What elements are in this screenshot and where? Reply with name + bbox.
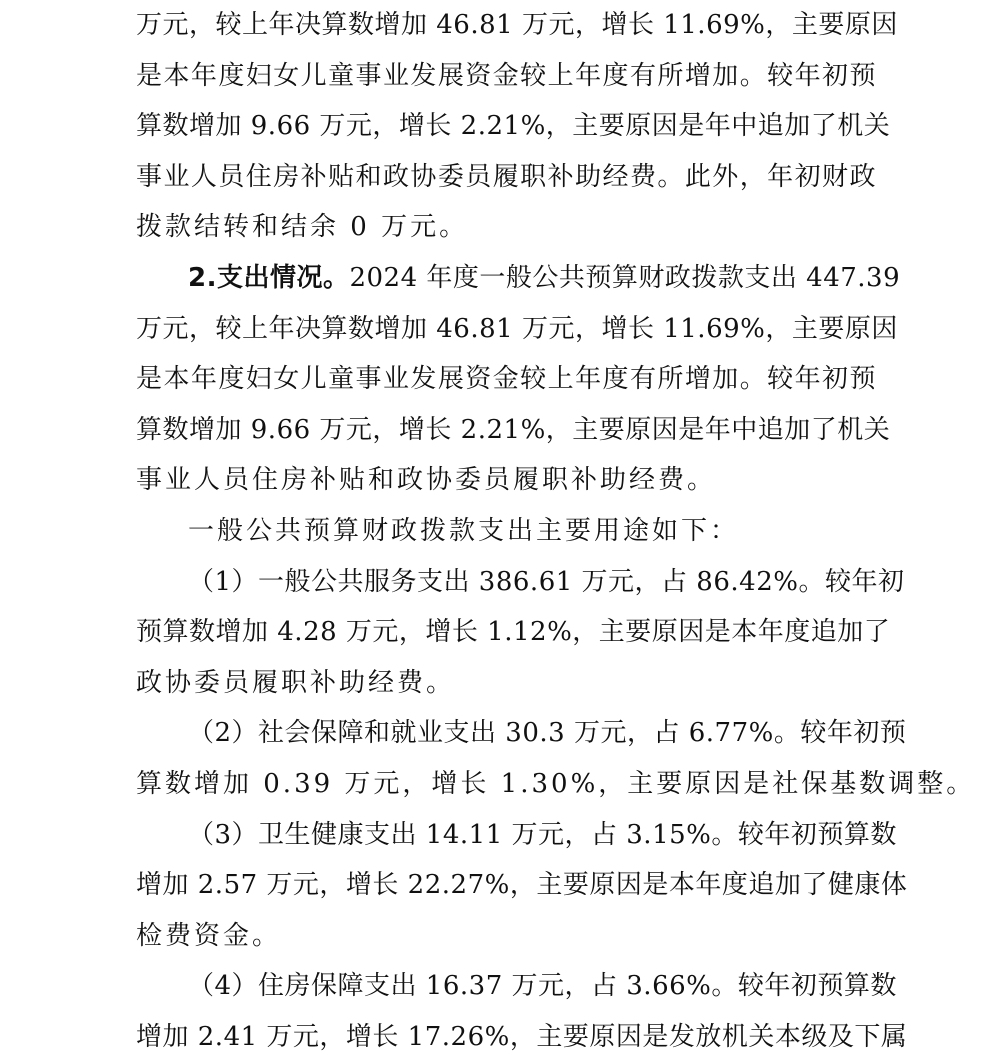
line-text: （1）一般公共服务支出 386.61 万元，占 86.42%。较年初: [188, 566, 905, 597]
text-line: [136, 202, 876, 253]
text-line: [136, 506, 876, 557]
document-page: [136, 0, 976, 1062]
text-line: [136, 708, 907, 759]
text-line: [136, 658, 876, 709]
line-text: 检费资金。: [136, 920, 282, 951]
text-line: [136, 911, 876, 962]
text-line: [136, 0, 898, 51]
line-text: 万元，较上年决算数增加 46.81 万元，增长 11.69%，主要原因: [136, 313, 898, 344]
text-line: [136, 253, 901, 304]
line-text: 算数增加 0.39 万元，增长 1.30%，主要原因是社保基数调整。: [136, 768, 976, 799]
text-line: [136, 405, 891, 456]
line-text: 增加 2.57 万元，增长 22.27%，主要原因是本年度追加了健康体: [136, 870, 908, 901]
text-line: [136, 810, 897, 861]
line-text: 是本年度妇女儿童事业发展资金较上年度有所增加。较年初预: [136, 364, 876, 395]
line-text: 预算数增加 4.28 万元，增长 1.12%，主要原因是本年度追加了: [136, 617, 891, 648]
text-line: [136, 759, 976, 810]
text-line: [136, 354, 876, 405]
text-line: [136, 455, 876, 506]
text-line: [136, 152, 876, 203]
line-text: 算数增加 9.66 万元，增长 2.21%，主要原因是年中追加了机关: [136, 414, 891, 445]
line-text: 是本年度妇女儿童事业发展资金较上年度有所增加。较年初预: [136, 60, 876, 91]
text-line: [136, 607, 891, 658]
line-text: 一般公共预算财政拨款支出主要用途如下：: [188, 515, 740, 546]
text-line: [136, 101, 891, 152]
line-text: （4）住房保障支出 16.37 万元，占 3.66%。较年初预算数: [188, 971, 897, 1002]
line-text: 事业人员住房补贴和政协委员履职补助经费。: [136, 465, 717, 496]
text-line: [136, 304, 898, 355]
line-text: 2024 年度一般公共预算财政拨款支出 447.39: [349, 262, 901, 293]
line-text: 拨款结转和结余 0 万元。: [136, 212, 469, 243]
text-line: [136, 961, 897, 1012]
line-text: （2）社会保障和就业支出 30.3 万元，占 6.77%。较年初预: [188, 718, 907, 749]
line-text: （3）卫生健康支出 14.11 万元，占 3.15%。较年初预算数: [188, 819, 897, 850]
text-line: [136, 51, 876, 102]
line-text: 万元，较上年决算数增加 46.81 万元，增长 11.69%，主要原因: [136, 10, 898, 40]
line-text: 事业人员住房补贴和政协委员履职补助经费。此外，年初财政: [136, 161, 876, 192]
text-line: [136, 860, 908, 911]
line-text: 政协委员履职补助经费。: [136, 667, 456, 698]
section-heading: 2.支出情况。: [188, 262, 350, 293]
text-line: [136, 557, 905, 608]
text-line: [136, 1012, 908, 1062]
line-text: 算数增加 9.66 万元，增长 2.21%，主要原因是年中追加了机关: [136, 111, 891, 142]
line-text: 增加 2.41 万元，增长 17.26%，主要原因是发放机关本级及下属: [136, 1021, 908, 1052]
